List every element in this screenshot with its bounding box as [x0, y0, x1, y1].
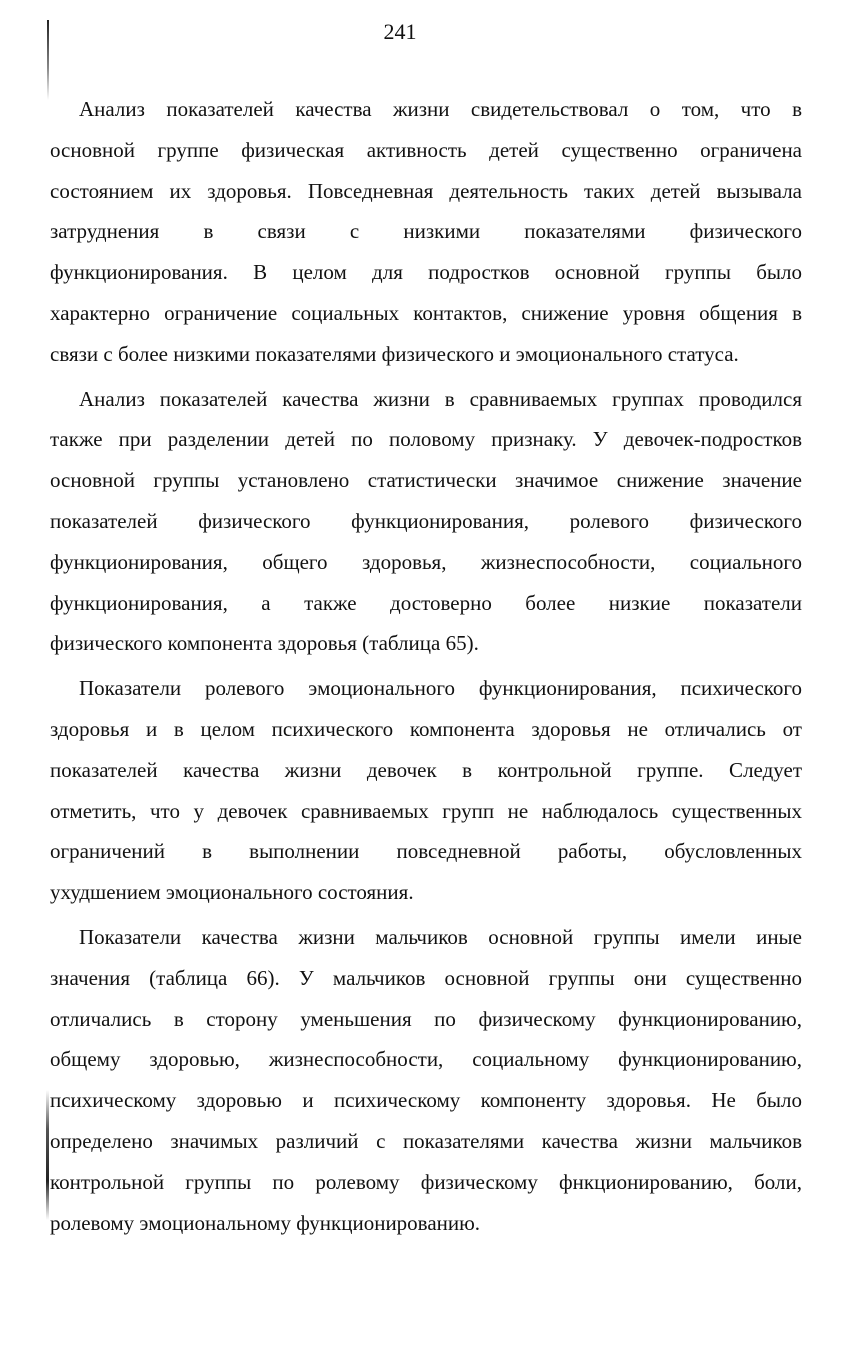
- text-line: затруднения в связи с низкими показателями физического: [50, 219, 802, 244]
- text-line: Анализ показателей качества жизни свидетельствовал о том, что в: [79, 97, 802, 121]
- text-line: определено значимых различий с показателями качества жизни мальчиков: [50, 1128, 802, 1153]
- text-line: здоровья и в целом психического компонента здоровья не отличались от: [50, 716, 802, 741]
- text-line: также при разделении детей по половому признаку. У девочек-подростков: [50, 427, 802, 452]
- text-line: связи с более низкими показателями физического и эмоционального статуса.: [50, 341, 739, 366]
- text-line: ухудшением эмоционального состояния.: [50, 880, 414, 905]
- page-number: 241: [383, 19, 417, 44]
- paragraph-1: [50, 89, 802, 375]
- text-line: Анализ показателей качества жизни в сравниваемых группах проводился: [79, 386, 802, 411]
- text-line: значения (таблица 66). У мальчиков основной группы они существенно: [50, 965, 802, 990]
- text-line: функционирования, а также достоверно более низкие показатели: [50, 590, 802, 615]
- paragraph-3: [50, 668, 802, 913]
- paragraph-2: [50, 379, 802, 665]
- text-line: характерно ограничение социальных контактов, снижение уровня общения в: [50, 300, 802, 325]
- text-line: контрольной группы по ролевому физическому фнкционированию, боли,: [50, 1169, 802, 1194]
- text-line: состоянием их здоровья. Повседневная деятельность таких детей вызывала: [50, 178, 802, 203]
- text-line: основной группы установлено статистически значимое снижение значение: [50, 468, 802, 493]
- text-line: Показатели ролевого эмоционального функционирования, психического: [79, 676, 802, 701]
- text-line: показателей физического функционирования, ролевого физического: [50, 508, 802, 533]
- text-line: общему здоровью, жизнеспособности, социальному функционированию,: [50, 1047, 802, 1072]
- text-line: ограничений в выполнении повседневной работы, обусловленных: [50, 839, 802, 864]
- text-line: психическому здоровью и психическому компоненту здоровья. Не было: [50, 1088, 802, 1113]
- text-line: физического компонента здоровья (таблица 65).: [50, 631, 479, 656]
- text-line: функционирования, общего здоровья, жизнеспособности, социального: [50, 549, 802, 574]
- text-line: показателей качества жизни девочек в контрольной группе. Следует: [50, 757, 802, 782]
- text-line: отметить, что у девочек сравниваемых групп не наблюдалось существенных: [50, 798, 802, 823]
- text-line: основной группе физическая активность детей существенно ограничена: [50, 137, 802, 162]
- text-line: отличались в сторону уменьшения по физическому функционированию,: [50, 1006, 802, 1031]
- paragraph-4: [50, 917, 802, 1243]
- scan-edge-mark-bottom: [46, 1090, 49, 1220]
- text-line: Показатели качества жизни мальчиков основной группы имели иные: [79, 924, 802, 949]
- page-body: [50, 89, 802, 1247]
- text-line: ролевому эмоциональному функционированию.: [50, 1210, 481, 1235]
- text-line: функционирования. В целом для подростков основной группы было: [50, 260, 802, 285]
